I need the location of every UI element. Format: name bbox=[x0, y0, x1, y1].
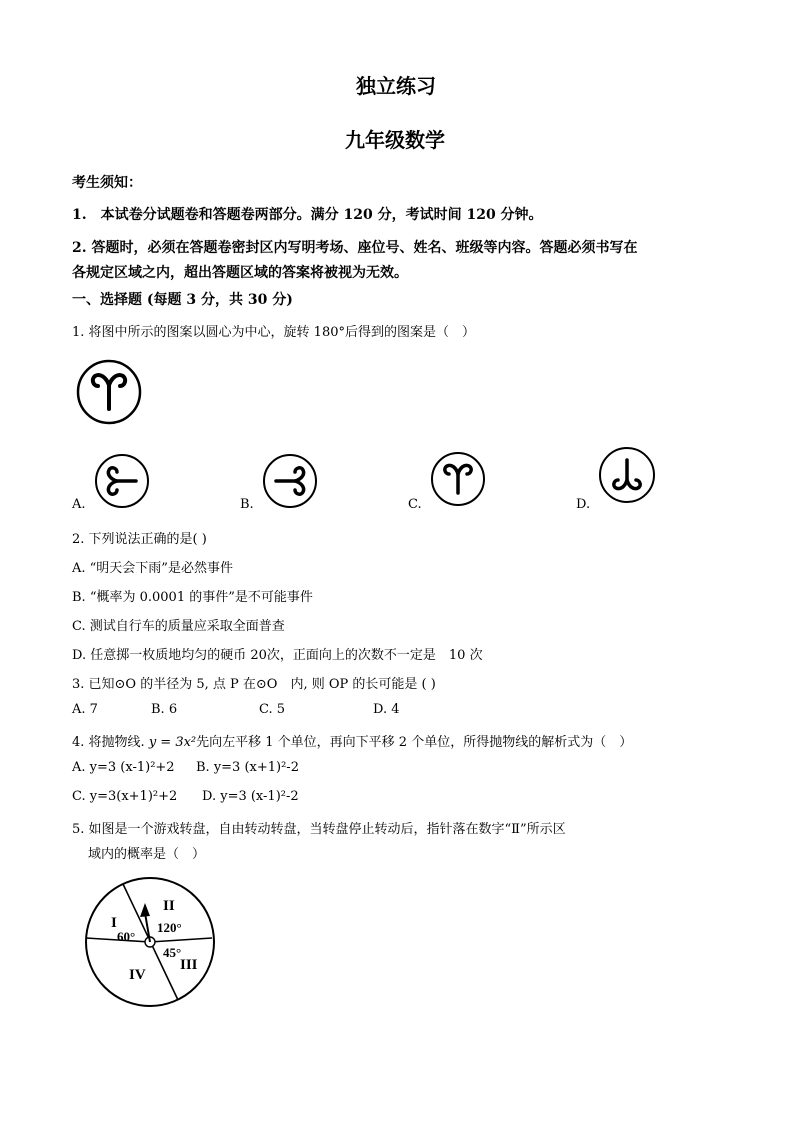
question-3-option-c[interactable]: C. 5 bbox=[259, 702, 286, 717]
question-4-stem-end: 先向左平移 1 个单位，再向下平移 2 个单位，所得抛物线的解析式为（ ） bbox=[196, 735, 633, 750]
question-4-formula: y = 3x² bbox=[148, 735, 197, 750]
spinner-figure bbox=[83, 875, 218, 1010]
notice-item-1: 1. 本试卷分试题卷和答题卷两部分。满分 120 分，考试时间 120 分钟。 bbox=[72, 207, 543, 223]
question-3-option-b[interactable]: B. 6 bbox=[151, 702, 178, 717]
question-1-stem: 1. 将图中所示的图案以圆心为中心，旋转 180°后得到的图案是（ ） bbox=[72, 325, 475, 340]
option-c-figure[interactable] bbox=[430, 451, 486, 507]
spinner-angle-120: 120° bbox=[157, 920, 182, 935]
spinner-pointer-head bbox=[140, 903, 150, 917]
question-3-stem: 3. 已知⊙O 的半径为 5, 点 P 在⊙O 内, 则 OP 的长可能是 ( ) bbox=[72, 677, 436, 692]
question-4-option-a[interactable]: A. y=3 (x-1)²+2 bbox=[72, 760, 175, 775]
spinner-label-sector-4: IV bbox=[129, 967, 146, 983]
notice-item-2-line-2: 各规定区域之内，超出答题区域的答案将被视为无效。 bbox=[72, 265, 408, 281]
section-heading: 一、选择题 (每题 3 分，共 30 分) bbox=[72, 292, 293, 308]
option-a-label[interactable]: A. bbox=[72, 497, 86, 512]
question-4-stem-start: 4. 将抛物线. bbox=[72, 735, 145, 750]
spinner-divider-3 bbox=[150, 938, 212, 942]
question-5-stem-line-2: 域内的概率是（ ） bbox=[88, 847, 206, 862]
notice-heading: 考生须知： bbox=[72, 175, 142, 191]
option-b-figure[interactable] bbox=[262, 453, 318, 509]
question-3-option-d[interactable]: D. 4 bbox=[373, 702, 400, 717]
ram-symbol-figure bbox=[76, 359, 142, 425]
spinner-angle-45: 45° bbox=[163, 945, 182, 960]
spinner-label-sector-1: I bbox=[111, 915, 117, 931]
option-d-figure[interactable] bbox=[598, 446, 656, 504]
question-4-option-b[interactable]: B. y=3 (x+1)²-2 bbox=[196, 760, 299, 775]
question-2-option-a[interactable]: A. “明天会下雨”是必然事件 bbox=[72, 561, 233, 576]
question-2-stem: 2. 下列说法正确的是( ) bbox=[72, 532, 207, 547]
question-4-option-d[interactable]: D. y=3 (x-1)²-2 bbox=[202, 789, 299, 804]
option-c-label[interactable]: C. bbox=[408, 497, 422, 512]
question-4-option-c[interactable]: C. y=3(x+1)²+2 bbox=[72, 789, 178, 804]
notice-item-2-line-1: 2. 答题时，必须在答题卷密封区内写明考场、座位号、姓名、班级等内容。答题必须书写在 bbox=[72, 240, 638, 256]
page-title: 独立练习 bbox=[356, 74, 436, 98]
spinner-label-sector-3: III bbox=[180, 957, 198, 973]
question-2-option-d[interactable]: D. 任意掷一枚质地均匀的硬币 20次，正面向上的次数不一定是 10 次 bbox=[72, 648, 483, 663]
spinner-angle-60: 60° bbox=[117, 929, 136, 944]
question-5-stem-line-1: 5. 如图是一个游戏转盘，自由转动转盘，当转盘停止转动后，指针落在数字“Ⅱ”所示区 bbox=[72, 822, 566, 837]
option-b-label[interactable]: B. bbox=[240, 497, 254, 512]
spinner-label-sector-2: II bbox=[163, 898, 175, 914]
question-4-stem bbox=[72, 731, 632, 750]
question-3-option-a[interactable]: A. 7 bbox=[72, 702, 98, 717]
option-a-figure[interactable] bbox=[94, 453, 150, 509]
question-2-option-c[interactable]: C. 测试自行车的质量应采取全面普查 bbox=[72, 619, 285, 634]
option-d-label[interactable]: D. bbox=[576, 497, 591, 512]
page-subtitle: 九年级数学 bbox=[345, 128, 445, 152]
question-2-option-b[interactable]: B. “概率为 0.0001 的事件”是不可能事件 bbox=[72, 590, 313, 605]
